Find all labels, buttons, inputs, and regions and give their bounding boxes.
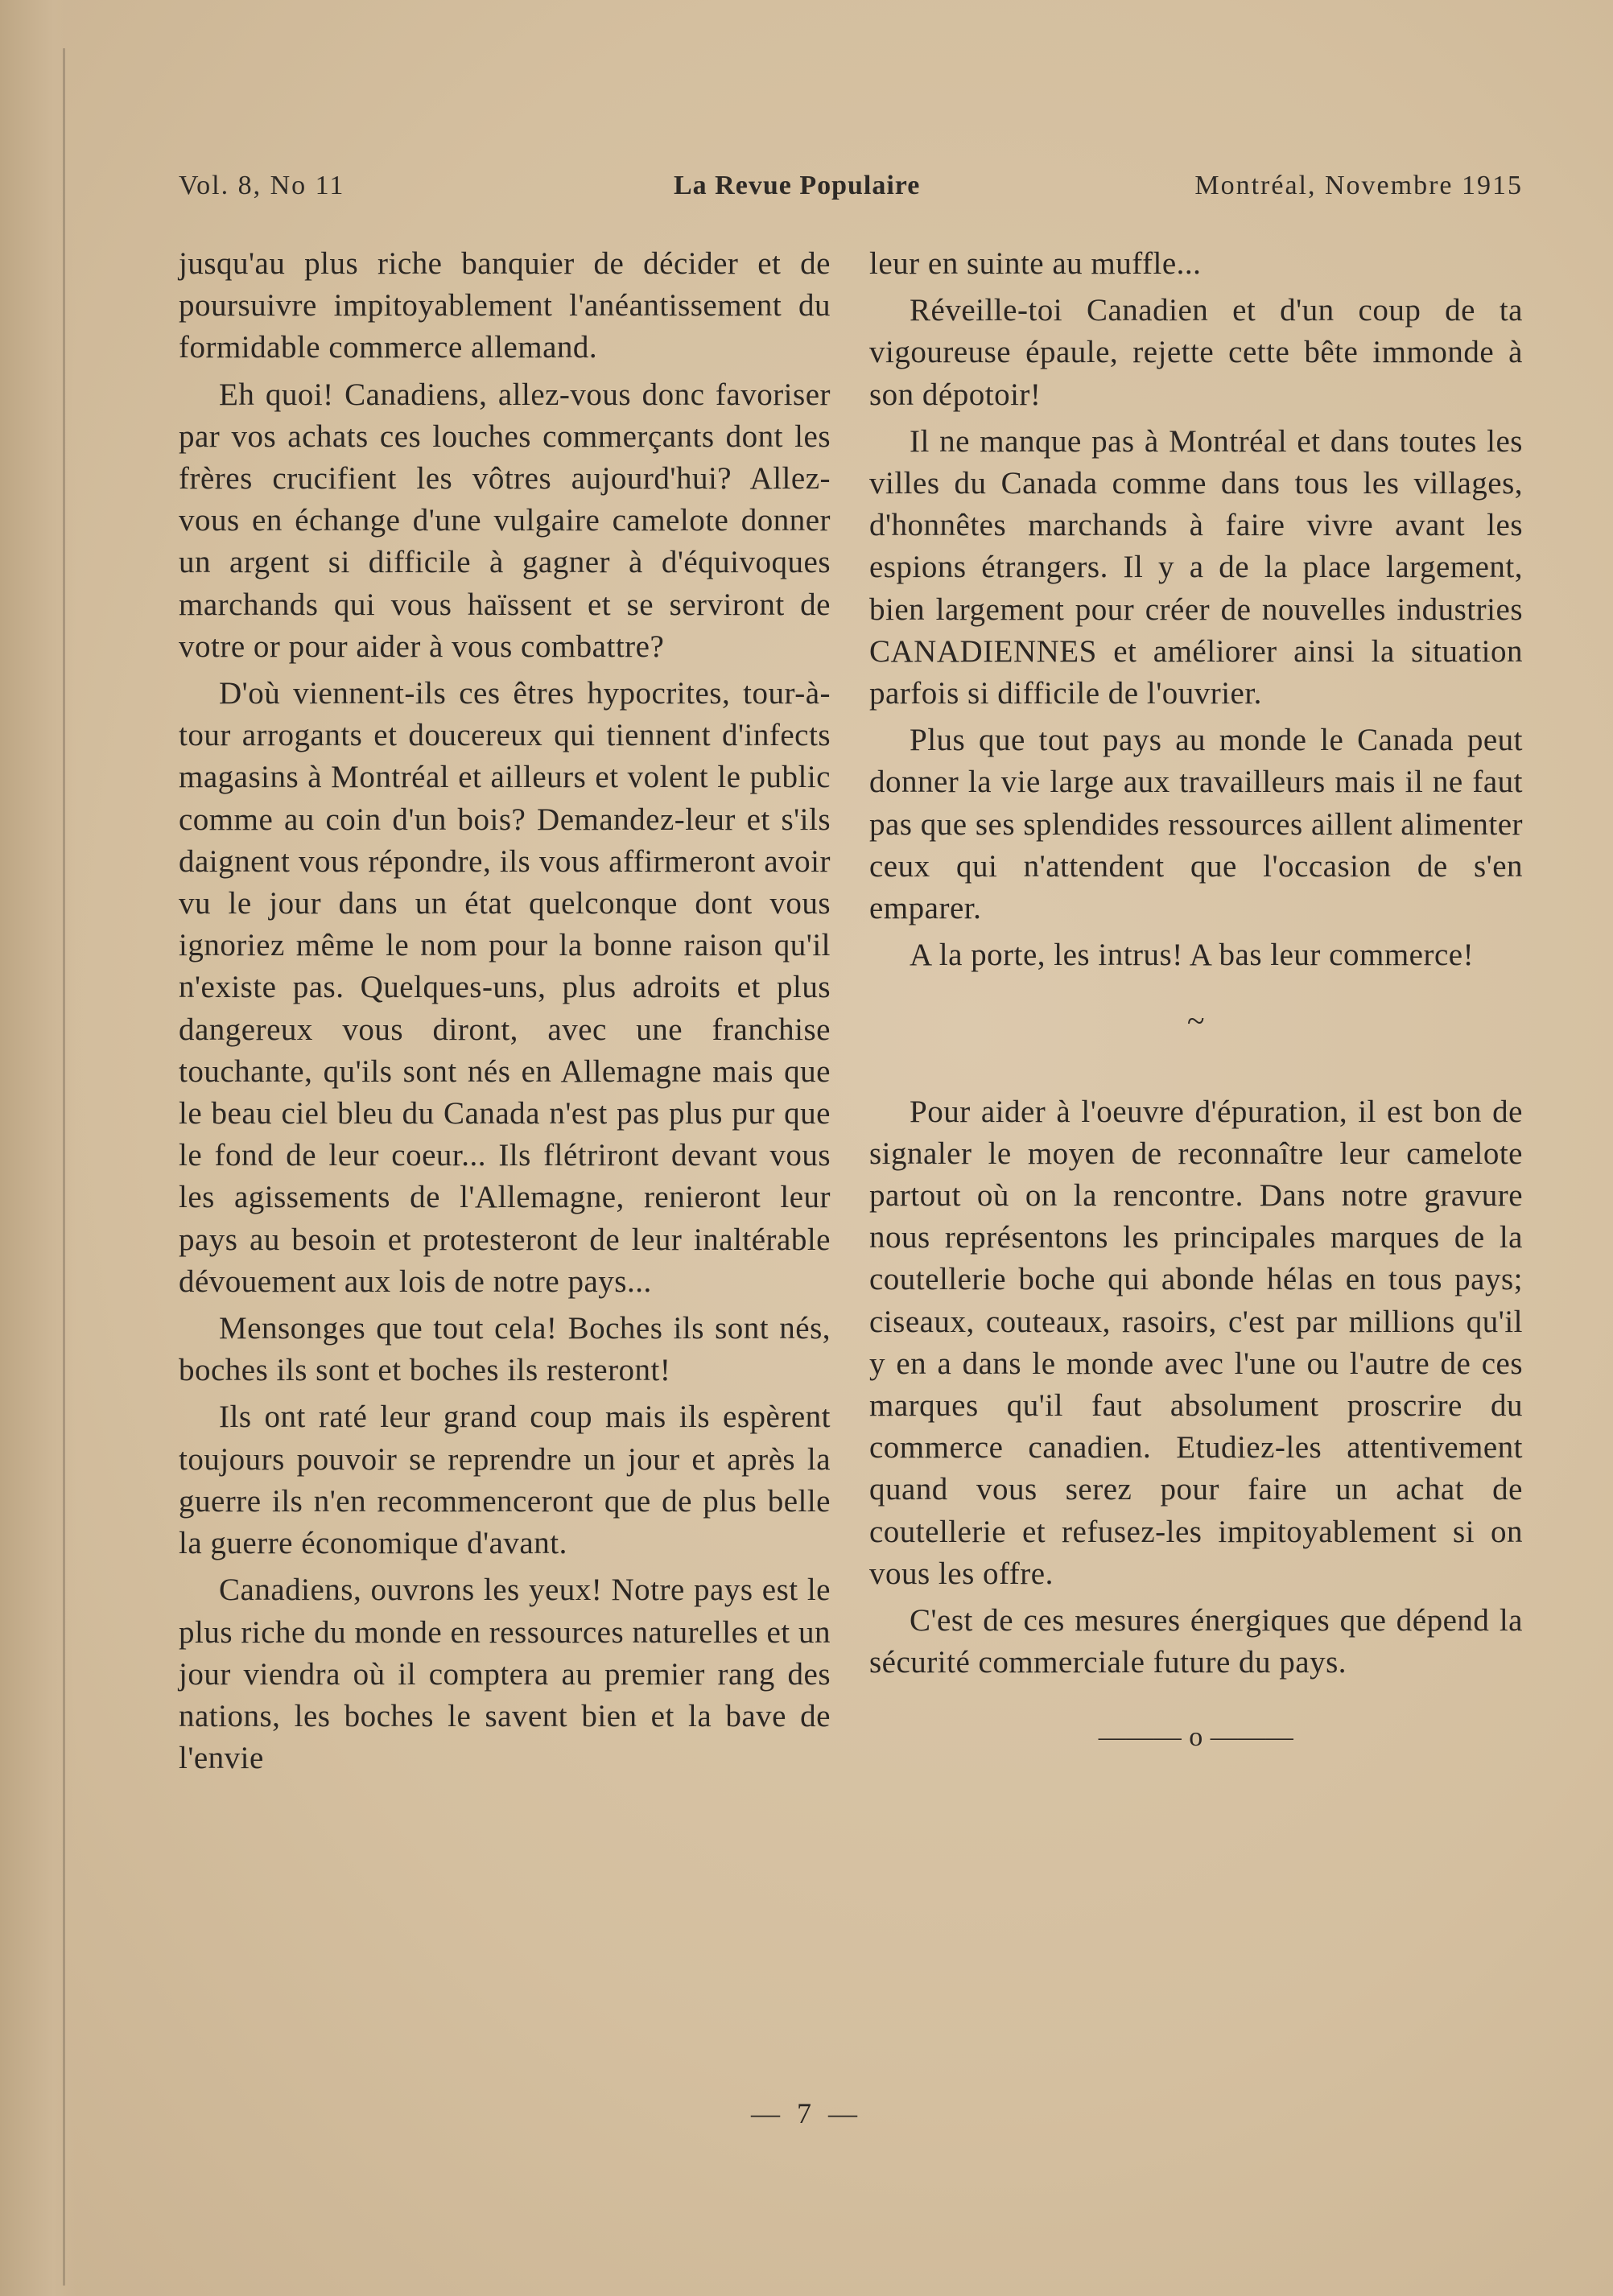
paragraph: C'est de ces mesures énergiques que dépend la sécurité commerciale future du pays. (869, 1603, 1523, 1680)
header-title: La Revue Populaire (674, 171, 921, 200)
paragraph: Réveille-toi Canadien et d'un coup de ta vigoureuse épaule, rejette cette bête immonde à son dépotoir! (869, 293, 1523, 412)
paragraph: Pour aider à l'oeuvre d'épuration, il est bon de signaler le moyen de reconnaître leur camelote partout où on la rencontre. Dans notre gravure nous représentons les principales marques de la coutellerie boche qui abonde hélas en tous pays; ciseaux, couteaux, rasoirs, c'est par millions qu'il y en a dans le monde avec l'une ou l'autre de ces marques qu'il faut absolument proscrire du commerce canadien. Etudiez-les attentivement quand vous serez pour faire un achat de coutellerie et refusez-les impitoyablement si on vous les offre. (869, 1094, 1523, 1591)
paragraph: Mensonges que tout cela! Boches ils sont nés, boches ils sont et boches ils resteront! (179, 1311, 831, 1388)
paragraph: D'où viennent-ils ces êtres hypocrites, tour-à-tour arrogants et doucereux qui tiennent d'infects magasins à Montréal et ailleurs et volent le public comme au coin d'un bois? Demandez-leur et s'ils daignent vous répondre, ils vous affirmeront avoir vu le jour dans un état quelconque dont vous ignoriez même le nom pour la bonne raison qu'il n'existe pas. Quelques-uns, plus adroits et plus dangereux vous diront, avec une franchise touchante, qu'ils sont nés en Allemagne mais que le beau ciel bleu du Canada n'est pas plus pur que le fond de leur coeur... Ils flétriront devant vous les agissements de l'Allemagne, renieront leur pays au besoin et protesteront de leur inaltérable dévouement aux lois de notre pays... (179, 676, 831, 1299)
paragraph: A la porte, les intrus! A bas leur commerce! (910, 938, 1475, 973)
paragraph: Ils ont raté leur grand coup mais ils espèrent toujours pouvoir se reprendre un jour et après la guerre ils n'en recommenceront que de plus belle la guerre économique d'avant. (179, 1399, 831, 1561)
running-header (179, 171, 1523, 211)
binding-edge (63, 48, 65, 2286)
paragraph: leur en suinte au muffle... (869, 246, 1202, 281)
header-location-date: Montréal, Novembre 1915 (1194, 171, 1523, 200)
paragraph: Il ne manque pas à Montréal et dans toutes les villes du Canada comme dans tous les villages, d'honnêtes marchands à faire vivre avant les espions étrangers. Il y a de la place largement, bien largement pour créer de nouvelles industries CANADIENNES et améliorer ainsi la situation parfois si difficile de l'ouvrier. (869, 423, 1523, 711)
right-column (869, 243, 1523, 1758)
page-number: — 7 — (751, 2097, 862, 2129)
left-column (179, 243, 831, 1779)
section-separator: ——— o ——— (1098, 1721, 1294, 1752)
paragraph: Plus que tout pays au monde le Canada peut donner la vie large aux travailleurs mais il ne faut pas que ses splendides ressources aillent alimenter ceux qui n'attendent que l'occasion de s'en emparer. (869, 723, 1523, 926)
paragraph: Canadiens, ouvrons les yeux! Notre pays est le plus riche du monde en ressources naturelles et un jour viendra où il comptera au premier rang des nations, les boches le savent bien et la bave de l'envie (179, 1573, 831, 1776)
paragraph: Eh quoi! Canadiens, allez-vous donc favoriser par vos achats ces louches commerçants dont les frères crucifient les vôtres aujourd'hui? Allez-vous en échange d'une vulgaire camelote donner un argent si difficile à gagner à d'équivoques marchands qui vous haïssent et se serviront de votre or pour aider à vous combattre? (179, 377, 831, 664)
header-volume: Vol. 8, No 11 (179, 171, 345, 200)
paragraph: jusqu'au plus riche banquier de décider et de poursuivre impitoyablement l'anéantissement du formidable commerce allemand. (179, 246, 831, 365)
ornament-divider: ~ (1186, 1003, 1206, 1040)
